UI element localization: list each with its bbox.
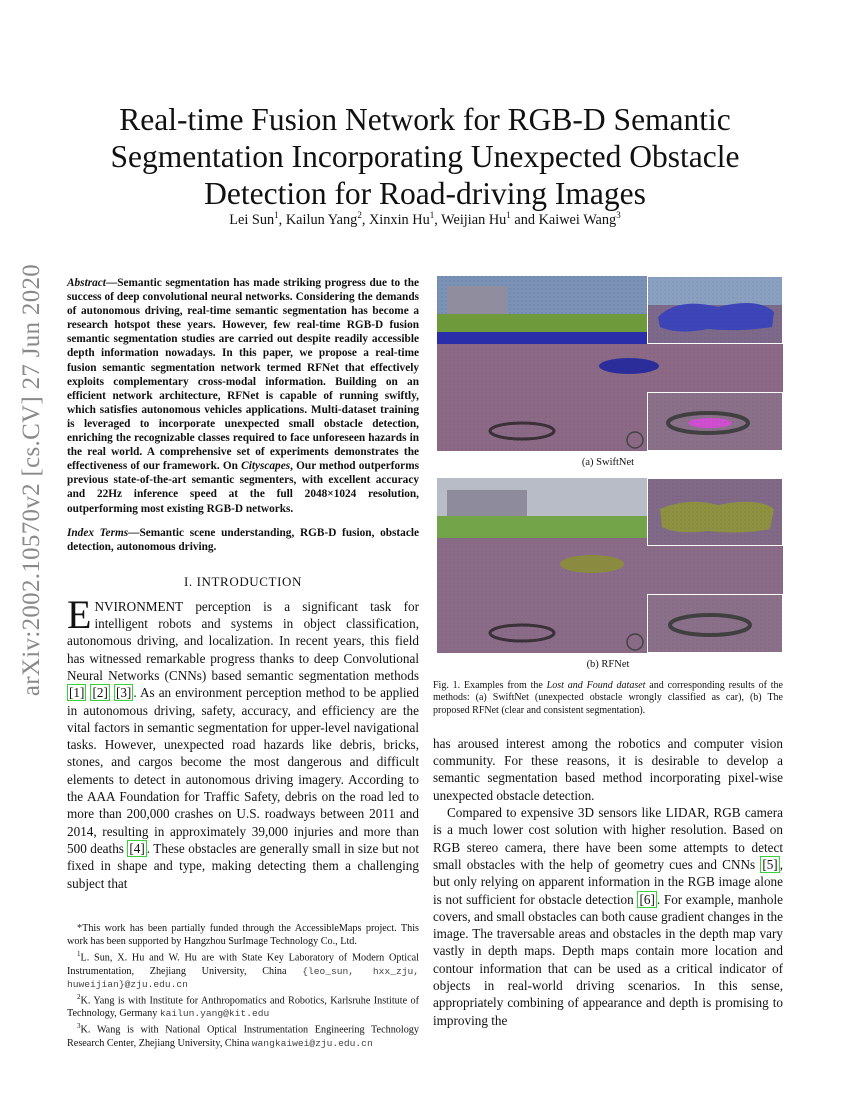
footnote-affiliation-2 xyxy=(67,991,419,1021)
author-name: Weijian Hu xyxy=(441,211,507,228)
rfnet-zoom-inset-bottom xyxy=(647,594,783,653)
arxiv-sidebar xyxy=(10,263,54,697)
intro-text: . As an environment perception method to be applied in autonomous driving, safety, accuracy, and efficiency are the vital factors in semantic segmentation for upper-level navigational tasks. However, unexpected road hazards like debris, bricks, stones, and cargos become the most dangerous and difficult elements to detect in autonomous driving imagery. According to the AAA Foundation for Traffic Safety, debris on the road led to more than 200,000 crashes on U.S. roadways between 2011 and 2014, resulting in approximately 39,000 injuries and more than 500 deaths xyxy=(67,685,419,856)
right-text: , but only relying on apparent information in the RGB image alone is not sufficient for obstacle detection xyxy=(433,856,783,907)
author-list xyxy=(60,210,790,229)
swiftnet-zoom-inset-top xyxy=(647,276,783,344)
drop-cap: E xyxy=(67,591,92,637)
citation-link[interactable]: [4] xyxy=(129,840,145,856)
author-separator: , xyxy=(278,211,286,228)
figure-caption-text: Fig. 1. Examples from the xyxy=(433,680,547,691)
citation-link[interactable]: [1] xyxy=(69,685,85,701)
abstract xyxy=(67,276,419,516)
index-terms-label: Index Terms xyxy=(67,526,129,539)
right-paragraph-2 xyxy=(433,804,783,1029)
right-text: . For example, manhole covers, and small obstacles can both cause gradient changes in the image. The traversable areas and obstacles in the depth map vary vastly in depth maps. Depth maps contain more location and contour information that can be used as a critical indicator of objects in real-world driving scenarios. In this sense, appropriately combining of appearance and depth is promising to improving the xyxy=(433,891,783,1028)
footnote-text: K. Wang is with National Optical Instrumentation Engineering Technology Research Center, Zhejiang University, China xyxy=(67,1024,419,1049)
right-column xyxy=(433,276,783,1029)
author-affiliation: 3 xyxy=(616,210,621,220)
paper-title xyxy=(60,101,790,212)
footnote-email: {leo_sun, hxx_zju, huweijian}@zju.edu.cn xyxy=(67,965,419,990)
author-affiliation: 1 xyxy=(429,210,435,220)
author-name: Kailun Yang xyxy=(285,211,358,228)
footnotes xyxy=(67,922,419,1050)
intro-text: . These obstacles are generally small in size but not fixed in shape and type, making detecting them a challenging subject that xyxy=(67,840,419,891)
abstract-text: , Our method outperforms previous state-of-the-art semantic segmenters, with excellent accuracy and 22Hz inference speed at the full 2048×1024 resolution, outperforming most existing RGB-D networks. xyxy=(67,460,420,515)
intro-text: perception is a significant task for intelligent robots and systems in object classification, autonomous driving, and localization. In recent years, this field has witnessed remarkable progress thanks to deep Convolutional Neural Networks (CNNs) based semantic segmentation methods xyxy=(67,598,419,683)
footnote-marker: 2 xyxy=(77,992,81,1001)
section-heading: I. INTRODUCTION xyxy=(183,573,303,589)
figure-rfnet-image xyxy=(437,478,783,653)
citation-link[interactable]: [6] xyxy=(639,891,655,907)
figure-caption xyxy=(433,680,783,717)
author-affiliation: 1 xyxy=(274,210,279,220)
rfnet-zoom-inset-top xyxy=(647,478,783,546)
abstract-label: Abstract xyxy=(67,277,106,289)
author-name: Kaiwei Wang xyxy=(538,211,617,228)
title-line: Real-time Fusion Network for RGB-D Semantic xyxy=(119,102,731,138)
author-affiliation: 2 xyxy=(357,210,362,220)
footnote-affiliation-1 xyxy=(67,948,419,991)
left-column xyxy=(67,276,419,892)
abstract-text: —Semantic segmentation has made striking progress due to the success of deep convolutional neural networks. Considering the demands of autonomous driving, real-time semantic segmentation has become a research hotspot these years. However, few real-time RGB-D fusion semantic segmentation studies are carried out despite readily accessible depth information nowadays. In this paper, we propose a real-time fusion semantic segmentation network termed RFNet that effectively exploits complementary cross-modal information. Building on an efficient network architecture, RFNet is capable of running swiftly, which satisfies autonomous vehicles applications. Multi-dataset training is leveraged to incorporate unexpected small obstacle detection, enriching the recognizable classes required to face unforeseen hazards in the real world. A comprehensive set of experiments demonstrates the effectiveness of our framework. On xyxy=(67,277,419,473)
title-line: Detection for Road-driving Images xyxy=(204,176,646,212)
footnote-affiliation-3 xyxy=(67,1020,419,1050)
author-separator: , xyxy=(361,211,369,228)
author-name: Lei Sun xyxy=(229,211,275,228)
right-text: Compared to expensive 3D sensors like LIDAR, RGB camera is a much lower cost solution with higher resolution. Based on RGB stereo camera, there have been some attempts to detect small obstacles with the help of geometry cues and CNNs xyxy=(433,805,783,872)
title-line: Segmentation Incorporating Unexpected Obstacle xyxy=(110,139,740,175)
footnote-marker: 3 xyxy=(77,1022,81,1031)
author-affiliation: 1 xyxy=(506,210,511,220)
author-separator: and xyxy=(510,211,539,228)
footnote-funding: *This work has been partially funded through the AccessibleMaps project. This work has been supported by Hangzhou SurImage Technology Co., Ltd. xyxy=(67,923,419,948)
right-paragraph-1: has aroused interest among the robotics and computer vision community. For these reasons, it is desirable to develop a semantic segmentation based method incorporating pixel-wise unexpected obstacle detection. xyxy=(433,735,783,803)
citation-link[interactable]: [5] xyxy=(762,856,778,872)
subcaption-swiftnet: (a) SwiftNet xyxy=(581,457,635,468)
abstract-dataset-name: Cityscapes xyxy=(241,460,291,473)
author-separator: , xyxy=(434,211,442,228)
author-name: Xinxin Hu xyxy=(368,211,430,228)
figure-caption-dataset: Lost and Found dataset xyxy=(546,680,646,691)
subcaption-rfnet: (b) RFNet xyxy=(586,659,630,670)
intro-paragraph xyxy=(67,591,419,892)
footnote-email: kailun.yang@kit.edu xyxy=(159,1008,270,1020)
footnote-text: K. Yang is with Institute for Anthropomatics and Robotics, Karlsruhe Institute of Technology, Germany xyxy=(67,995,419,1020)
swiftnet-zoom-inset-bottom xyxy=(647,392,783,451)
footnote-text: L. Sun, X. Hu and W. Hu are with State Key Laboratory of Modern Optical Instrumentation, Zhejiang University, China xyxy=(67,952,419,977)
footnote-marker: 1 xyxy=(77,950,81,959)
arxiv-identifier: arXiv:2002.10570v2 [cs.CV] 27 Jun 2020 xyxy=(18,263,45,697)
footnote-email: wangkaiwei@zju.edu.cn xyxy=(251,1037,373,1049)
citation-link[interactable]: [2] xyxy=(92,685,108,701)
index-terms xyxy=(67,526,419,554)
intro-smallcaps: NVIRONMENT xyxy=(94,598,184,614)
figure-swiftnet-image xyxy=(437,276,783,451)
index-terms-text: —Semantic scene understanding, RGB-D fusion, obstacle detection, autonomous driving. xyxy=(67,526,419,553)
citation-link[interactable]: [3] xyxy=(115,685,132,701)
figure-caption-text: and corresponding results of the methods: (a) SwiftNet (unexpected obstacle wrongly classified as car), (b) The proposed RFNet (clear and consistent segmentation). xyxy=(433,680,783,716)
